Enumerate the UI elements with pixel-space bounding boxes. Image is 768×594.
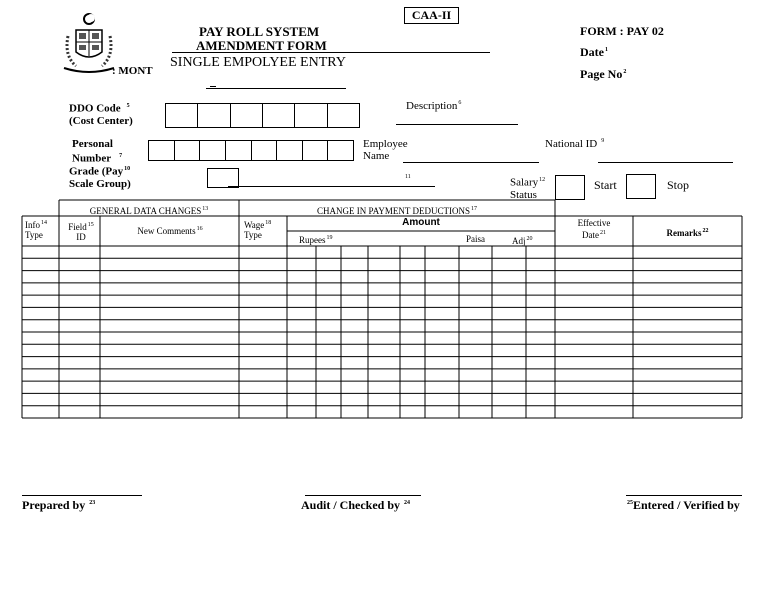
general-data-changes-header: GENERAL DATA CHANGES$^{13}$ — [89, 206, 209, 216]
ddo-code-label: DDO Code $^5$ (Cost Center) — [69, 102, 133, 127]
field-id-header: Field$^{15}$ ID — [68, 222, 94, 242]
month-label: : MONT — [112, 65, 153, 77]
date-label: Date$^1$ — [580, 45, 608, 59]
stop-label: Stop — [667, 178, 690, 192]
amount-header: Amount — [402, 217, 440, 228]
salary-status-label: Salary$^{12}$ Status — [510, 176, 546, 201]
prepared-by-label: Prepared by $^{23}$ — [22, 498, 96, 512]
paisa-header: Paisa — [466, 234, 485, 244]
form-subtitle: SINGLE EMPOLYEE ENTRY — [170, 55, 346, 70]
effective-date-header: Effective Date$^{21}$ — [577, 218, 611, 240]
form-title-2: AMENDMENT FORM — [196, 38, 327, 53]
national-id-label: National ID $^9$ — [545, 138, 605, 150]
audit-signature-line — [305, 495, 421, 496]
remarks-header: Remarks$^{22}$ — [666, 228, 709, 238]
start-label: Start — [594, 178, 617, 192]
personal-number-label: Personal Number $^7$ — [72, 138, 123, 165]
field-11-marker: 11 — [405, 174, 411, 180]
entered-verified-by-label: $^{25}$Entered / Verified by — [627, 498, 740, 512]
page-no-label: Page No$^2$ — [580, 67, 627, 81]
payment-deductions-header: CHANGE IN PAYMENT DEDUCTIONS$^{17}$ — [317, 206, 477, 216]
employee-name-label: Employee Name — [363, 138, 408, 162]
form-title: PAY ROLL SYSTEM — [199, 24, 320, 39]
entered-signature-line — [626, 495, 742, 496]
grade-label: Grade (Pay$^{10}$ Scale Group) — [69, 165, 131, 190]
info-type-header: Info$^{14}$ Type — [25, 220, 47, 240]
wage-type-header: Wage$^{18}$ Type — [244, 220, 272, 240]
new-comments-header: New Comments$^{16}$ — [137, 226, 203, 236]
form-code: FORM : PAY 02 — [580, 24, 664, 38]
caa-code-box: CAA-II — [404, 7, 459, 24]
audit-checked-by-label: Audit / Checked by $^{24}$ — [301, 498, 411, 512]
description-label: Description$^6$ — [406, 100, 462, 112]
adj-header: Adj$^{20}$ — [512, 236, 533, 246]
prepared-by-signature-line — [22, 495, 142, 496]
rupees-header: Rupees$^{19}$ — [299, 235, 333, 245]
